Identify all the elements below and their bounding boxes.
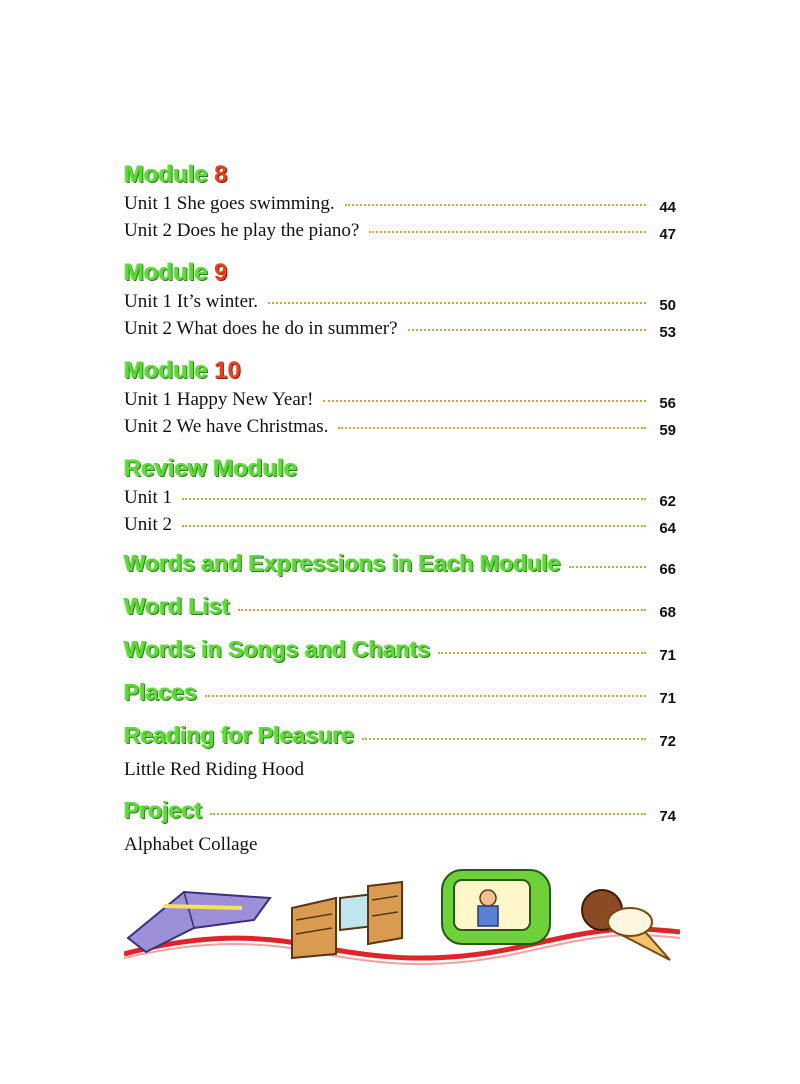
- section-subtitle: Alphabet Collage: [124, 834, 258, 855]
- toc-section[interactable]: [124, 548, 676, 578]
- ice-cream-icon: [582, 890, 670, 960]
- entry-title: Unit 2 What does he do in summer?: [124, 317, 398, 339]
- section-subtitle: Little Red Riding Hood: [124, 759, 304, 780]
- module-heading: [124, 160, 676, 190]
- page-number: 64: [659, 520, 676, 537]
- module-number: 9: [214, 259, 228, 286]
- entry-title: Unit 1: [124, 486, 173, 508]
- dot-leader: [438, 652, 646, 654]
- entry-title: Unit 1 Happy New Year!: [124, 388, 314, 410]
- page-number: 74: [659, 807, 676, 825]
- module-block: [124, 160, 676, 244]
- page-number: 72: [659, 732, 676, 750]
- page-number: 44: [659, 199, 676, 216]
- decorative-illustration: [124, 868, 680, 968]
- television-icon: [442, 870, 550, 944]
- dot-leader: [205, 695, 646, 697]
- dot-leader: [369, 231, 646, 233]
- keyboard-icon: [128, 892, 270, 952]
- entry-title: Unit 2 Does he play the piano?: [124, 219, 360, 241]
- dot-leader: [238, 609, 646, 611]
- page-number: 47: [659, 226, 676, 243]
- dot-leader: [408, 329, 646, 331]
- section-title: Project: [124, 796, 202, 823]
- window-icon: [292, 882, 402, 958]
- toc-section[interactable]: [124, 591, 676, 621]
- review-heading: Review Module: [124, 455, 298, 482]
- section-title: Words and Expressions in Each Module: [124, 549, 561, 576]
- toc-entry[interactable]: [124, 511, 676, 538]
- toc-section[interactable]: [124, 677, 676, 707]
- module-number: 8: [214, 161, 228, 188]
- toc-section[interactable]: [124, 720, 676, 750]
- module-label: Module: [124, 161, 208, 188]
- dot-leader: [569, 566, 646, 568]
- page-number: 71: [659, 689, 676, 707]
- toc-entry[interactable]: [124, 484, 676, 511]
- entry-title: Unit 1 She goes swimming.: [124, 192, 335, 214]
- page-number: 68: [659, 603, 676, 621]
- toc-entry[interactable]: [124, 190, 676, 217]
- table-of-contents: [124, 158, 676, 870]
- toc-section[interactable]: [124, 634, 676, 664]
- dot-leader: [345, 204, 646, 206]
- page-number: 62: [659, 493, 676, 510]
- section-title: Reading for Pleasure: [124, 721, 355, 748]
- section-title: Word List: [124, 592, 230, 619]
- dot-leader: [338, 427, 646, 429]
- toc-entry[interactable]: [124, 386, 676, 413]
- page-number: 59: [659, 422, 676, 439]
- page-number: 66: [659, 560, 676, 578]
- module-block: [124, 356, 676, 440]
- page-number: 71: [659, 646, 676, 664]
- toc-entry[interactable]: [124, 288, 676, 315]
- section-title: Places: [124, 678, 197, 705]
- module-heading: [124, 258, 676, 288]
- module-label: Module: [124, 357, 208, 384]
- dot-leader: [210, 813, 646, 815]
- module-number: 10: [214, 357, 241, 384]
- dot-leader: [182, 525, 646, 527]
- toc-section[interactable]: [124, 795, 676, 825]
- toc-entry[interactable]: [124, 217, 676, 244]
- dot-leader: [362, 738, 646, 740]
- toc-entry[interactable]: [124, 315, 676, 342]
- dot-leader: [268, 302, 646, 304]
- toc-entry[interactable]: [124, 413, 676, 440]
- entry-title: Unit 2: [124, 513, 173, 535]
- module-heading: [124, 356, 676, 386]
- module-block: [124, 258, 676, 342]
- entry-title: Unit 1 It’s winter.: [124, 290, 259, 312]
- entry-title: Unit 2 We have Christmas.: [124, 415, 329, 437]
- module-label: Module: [124, 259, 208, 286]
- section-title: Words in Songs and Chants: [124, 635, 431, 662]
- dot-leader: [182, 498, 646, 500]
- page-number: 50: [659, 297, 676, 314]
- dot-leader: [323, 400, 646, 402]
- review-block: [124, 454, 676, 538]
- page-number: 56: [659, 395, 676, 412]
- page-number: 53: [659, 324, 676, 341]
